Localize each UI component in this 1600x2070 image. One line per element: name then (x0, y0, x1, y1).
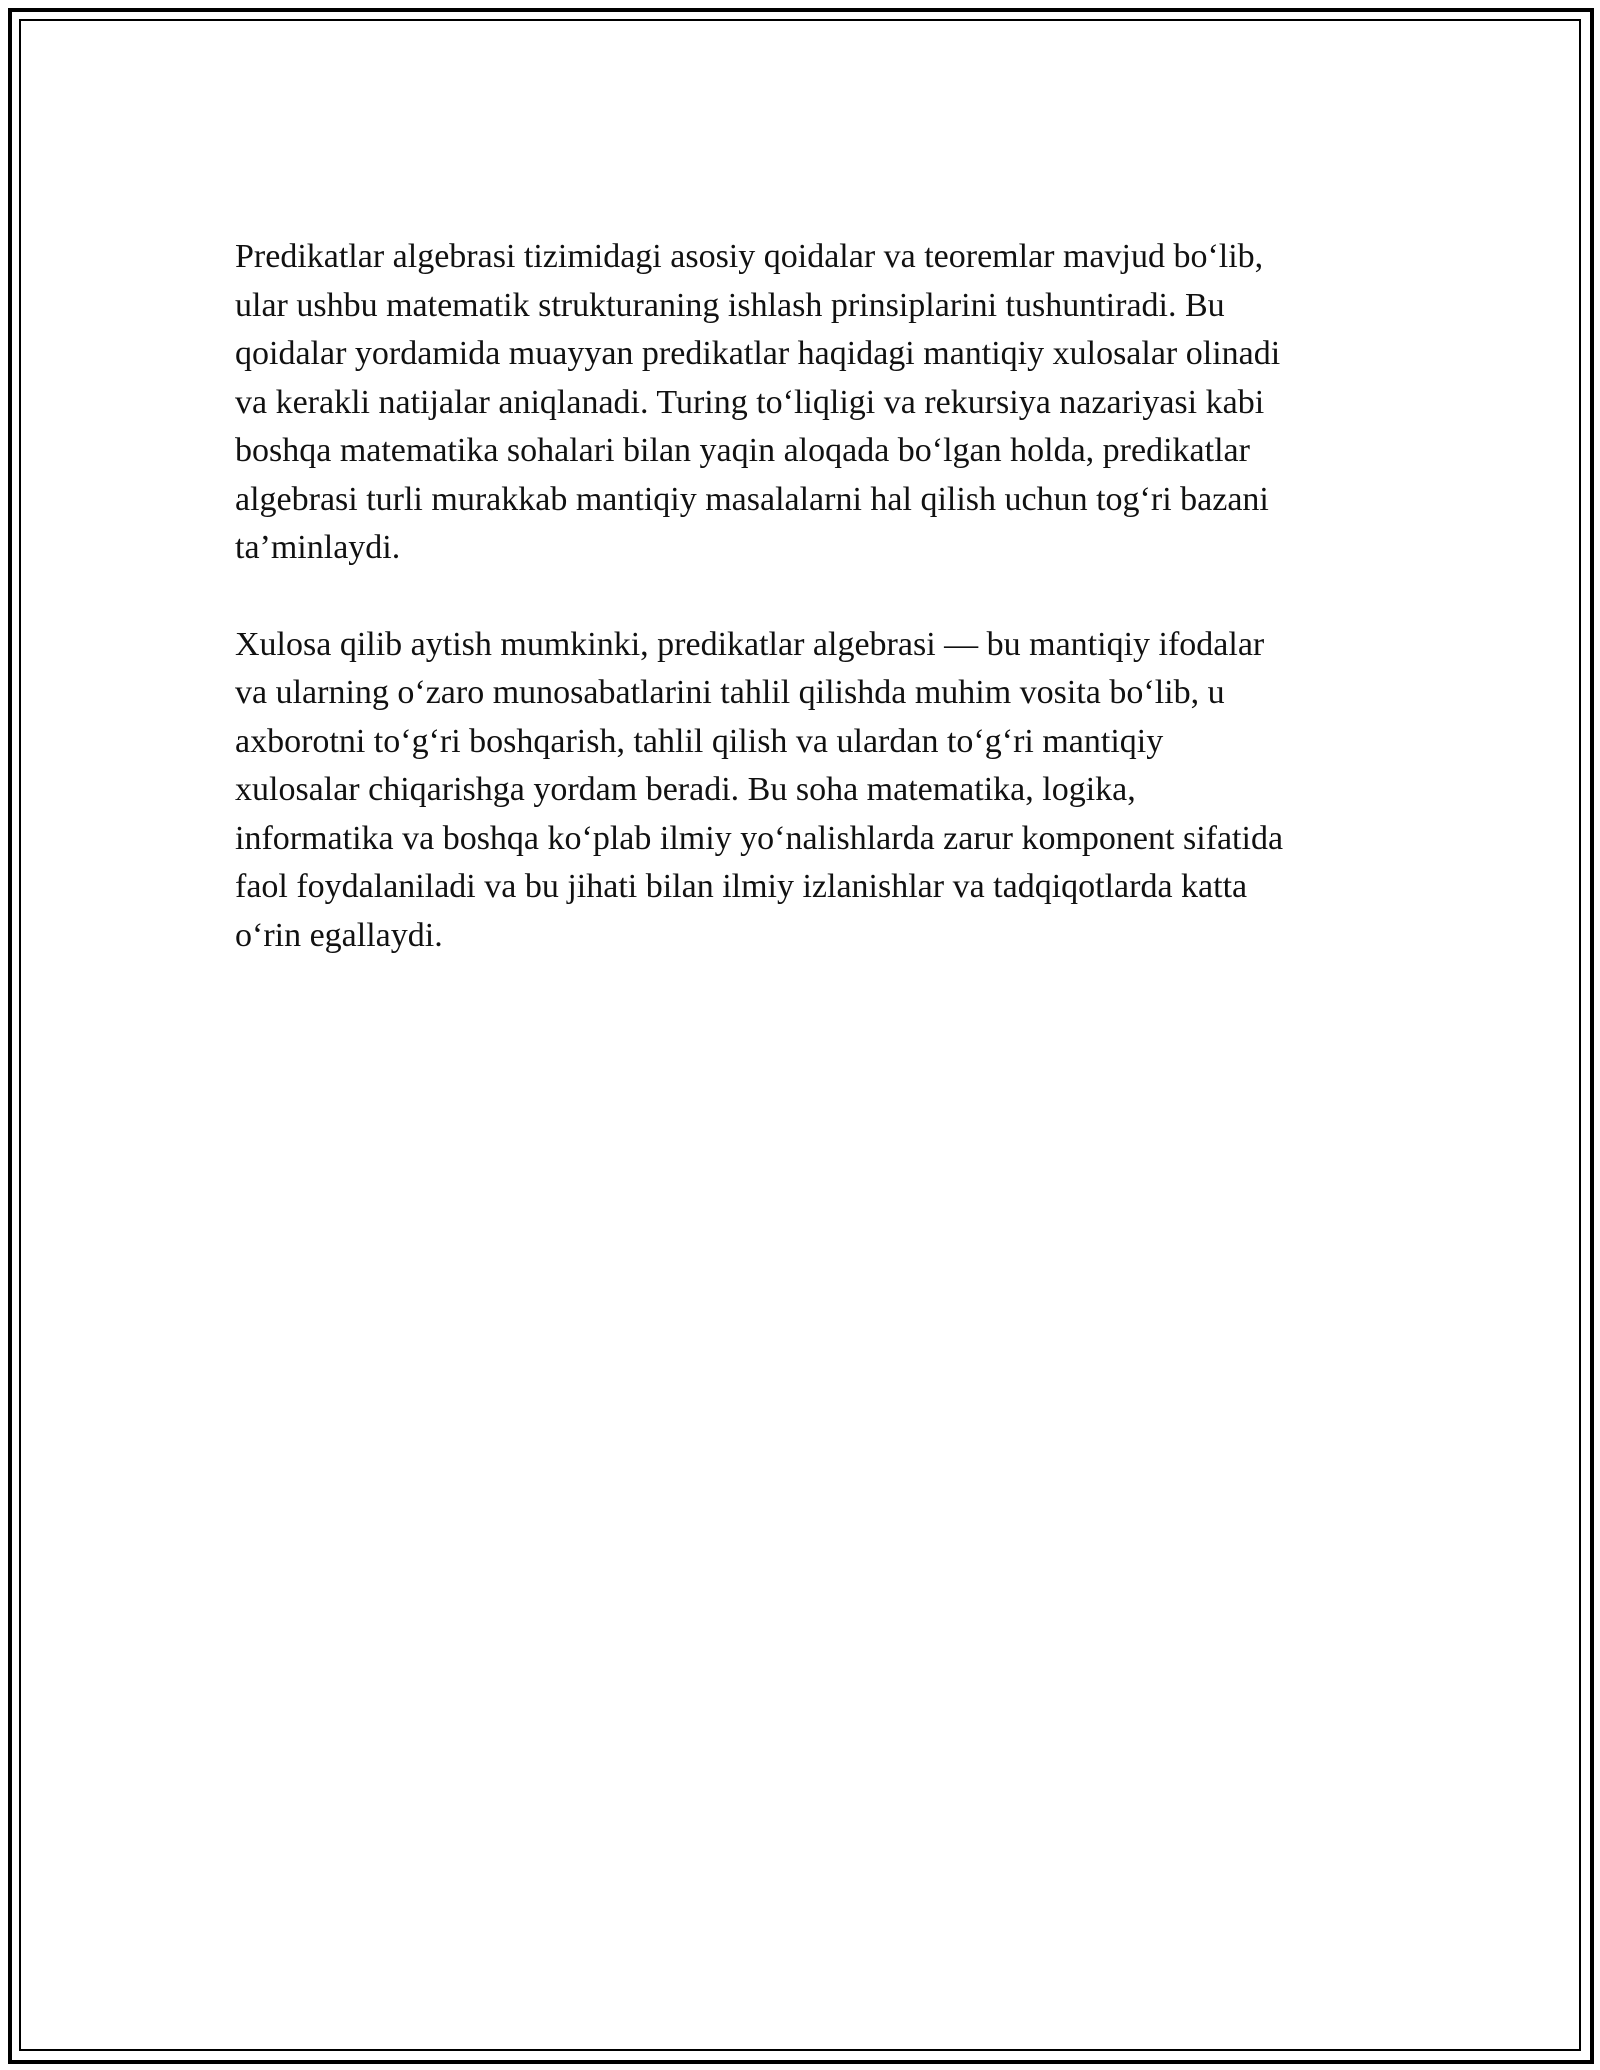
paragraph-conclusion: Xulosa qilib aytish mumkinki, predikatlar algebrasi — bu mantiqiy ifodalar va ularning o‘zaro munosabatlarini tahlil qilishda muhim vosita bo‘lib, u axborotni to‘g‘ri boshqarish, tahlil qilish va ulardan to‘g‘ri mantiqiy xulosalar chiqarishga yordam beradi. Bu soha matematika, logika, informatika va boshqa ko‘plab ilmiy yo‘nalishlarda zarur komponent sifatida faol foydalaniladi va bu jihati bilan ilmiy izlanishlar va tadqiqotlarda katta o‘rin egallaydi. (235, 625, 1284, 954)
paragraph-predicate-algebra-rules: Predikatlar algebrasi tizimidagi asosiy qoidalar va teoremlar mavjud bo‘lib, ular ushbu matematik strukturaning ishlash prinsiplarini tushuntiradi. Bu qoidalar yordamida muayyan predikatlar haqidagi mantiqiy xulosalar olinadi va kerakli natijalar aniqlanadi. Turing to‘liqligi va rekursiya nazariyasi kabi boshqa matematika sohalari bilan yaqin aloqada bo‘lgan holda, predikatlar algebrasi turli murakkab mantiqiy masalalarni hal qilish uchun tog‘ri bazani ta’minlaydi. (235, 238, 1281, 566)
document-body (235, 233, 1370, 960)
